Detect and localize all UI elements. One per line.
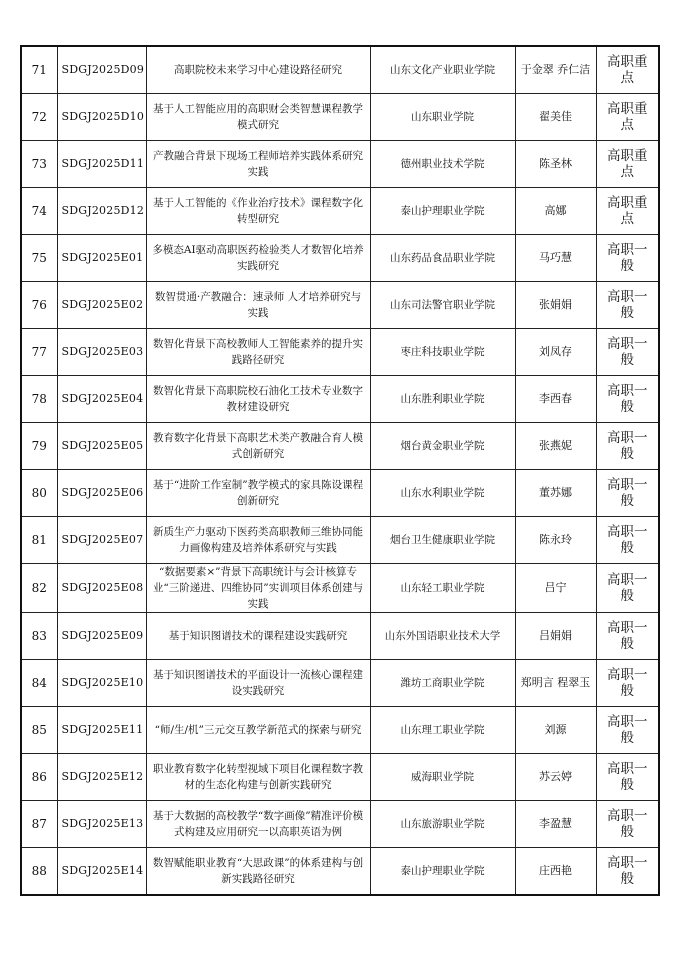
project-category: 高职一般 [596, 564, 659, 613]
table-row [21, 46, 659, 94]
table-row [21, 801, 659, 848]
institution-name: 山东外国语职业技术大学 [370, 613, 515, 660]
row-number: 79 [21, 423, 57, 470]
project-category: 高职一般 [596, 470, 659, 517]
project-code: SDGJ2025D12 [57, 188, 146, 235]
project-title: 高职院校未来学习中心建设路径研究 [146, 46, 370, 94]
institution-name: 烟台黄金职业学院 [370, 423, 515, 470]
project-title: 多模态AI驱动高职医药检验类人才数智化培养实践研究 [146, 235, 370, 282]
row-number: 88 [21, 848, 57, 896]
table-row [21, 329, 659, 376]
project-code: SDGJ2025E04 [57, 376, 146, 423]
table-row [21, 94, 659, 141]
project-leader: 李西春 [515, 376, 596, 423]
project-title: 教育数字化背景下高职艺术类产教融合育人模式创新研究 [146, 423, 370, 470]
project-title: 产教融合背景下现场工程师培养实践体系研究实践 [146, 141, 370, 188]
project-category: 高职一般 [596, 707, 659, 754]
row-number: 82 [21, 564, 57, 613]
project-title: 基于“进阶工作室制”教学模式的家具陈设课程创新研究 [146, 470, 370, 517]
table-row [21, 707, 659, 754]
institution-name: 枣庄科技职业学院 [370, 329, 515, 376]
project-category: 高职一般 [596, 660, 659, 707]
project-category: 高职一般 [596, 754, 659, 801]
table-row [21, 141, 659, 188]
table-row [21, 660, 659, 707]
project-category: 高职一般 [596, 848, 659, 896]
row-number: 80 [21, 470, 57, 517]
table-row [21, 564, 659, 613]
project-code: SDGJ2025E12 [57, 754, 146, 801]
row-number: 77 [21, 329, 57, 376]
table-row [21, 848, 659, 896]
project-title: 数智化背景下高校教师人工智能素养的提升实践路径研究 [146, 329, 370, 376]
project-leader: 董苏娜 [515, 470, 596, 517]
row-number: 85 [21, 707, 57, 754]
row-number: 87 [21, 801, 57, 848]
project-category: 高职一般 [596, 801, 659, 848]
project-code: SDGJ2025E10 [57, 660, 146, 707]
project-title: 基于人工智能应用的高职财会类智慧课程教学模式研究 [146, 94, 370, 141]
project-category: 高职一般 [596, 613, 659, 660]
institution-name: 山东胜利职业学院 [370, 376, 515, 423]
project-category: 高职一般 [596, 423, 659, 470]
row-number: 73 [21, 141, 57, 188]
table-row [21, 188, 659, 235]
project-leader: 张娟娟 [515, 282, 596, 329]
project-leader: 于金翠 乔仁洁 [515, 46, 596, 94]
project-code: SDGJ2025D10 [57, 94, 146, 141]
project-code: SDGJ2025E03 [57, 329, 146, 376]
project-leader: 张燕妮 [515, 423, 596, 470]
row-number: 75 [21, 235, 57, 282]
project-leader: 庄西艳 [515, 848, 596, 896]
project-code: SDGJ2025E14 [57, 848, 146, 896]
institution-name: 山东水利职业学院 [370, 470, 515, 517]
table-row [21, 754, 659, 801]
project-title: 数智贯通·产教融合：速录师 人才培养研究与实践 [146, 282, 370, 329]
institution-name: 山东文化产业职业学院 [370, 46, 515, 94]
project-code: SDGJ2025E07 [57, 517, 146, 564]
project-category: 高职重点 [596, 141, 659, 188]
row-number: 81 [21, 517, 57, 564]
project-category: 高职重点 [596, 188, 659, 235]
project-title: 基于人工智能的《作业治疗技术》课程数字化转型研究 [146, 188, 370, 235]
institution-name: 烟台卫生健康职业学院 [370, 517, 515, 564]
table-row [21, 613, 659, 660]
row-number: 83 [21, 613, 57, 660]
project-leader: 翟美佳 [515, 94, 596, 141]
project-code: SDGJ2025E06 [57, 470, 146, 517]
project-title: “师/生/机”三元交互教学新范式的探索与研究 [146, 707, 370, 754]
project-title: 职业教育数字化转型视域下项目化课程数字教材的生态化构建与创新实践研究 [146, 754, 370, 801]
row-number: 78 [21, 376, 57, 423]
institution-name: 德州职业技术学院 [370, 141, 515, 188]
project-category: 高职一般 [596, 329, 659, 376]
table-row [21, 517, 659, 564]
project-title: “数据要素×”背景下高职统计与会计核算专业“三阶递进、四维协同”实训项目体系创建与实践 [146, 564, 370, 613]
table-row [21, 470, 659, 517]
row-number: 72 [21, 94, 57, 141]
project-title: 基于知识图谱技术的平面设计一流核心课程建设实践研究 [146, 660, 370, 707]
row-number: 86 [21, 754, 57, 801]
project-category: 高职一般 [596, 376, 659, 423]
institution-name: 威海职业学院 [370, 754, 515, 801]
project-code: SDGJ2025E09 [57, 613, 146, 660]
institution-name: 山东轻工职业学院 [370, 564, 515, 613]
project-category: 高职一般 [596, 235, 659, 282]
project-code: SDGJ2025E05 [57, 423, 146, 470]
project-leader: 郑明言 程翠玉 [515, 660, 596, 707]
table-row [21, 282, 659, 329]
project-leader: 陈永玲 [515, 517, 596, 564]
table-row [21, 235, 659, 282]
row-number: 74 [21, 188, 57, 235]
project-code: SDGJ2025E02 [57, 282, 146, 329]
project-category: 高职一般 [596, 517, 659, 564]
institution-name: 山东药品食品职业学院 [370, 235, 515, 282]
institution-name: 泰山护理职业学院 [370, 188, 515, 235]
project-category: 高职重点 [596, 46, 659, 94]
institution-name: 山东旅游职业学院 [370, 801, 515, 848]
project-title: 新质生产力驱动下医药类高职教师三维协同能力画像构建及培养体系研究与实践 [146, 517, 370, 564]
project-leader: 李盈慧 [515, 801, 596, 848]
project-title: 数智化背景下高职院校石油化工技术专业数字教材建设研究 [146, 376, 370, 423]
institution-name: 山东司法警官职业学院 [370, 282, 515, 329]
project-leader: 吕娟娟 [515, 613, 596, 660]
project-leader: 刘凤存 [515, 329, 596, 376]
institution-name: 山东理工职业学院 [370, 707, 515, 754]
project-leader: 刘源 [515, 707, 596, 754]
table-row [21, 376, 659, 423]
project-title: 基于大数据的高校教学“数字画像”精准评价模式构建及应用研究一以高职英语为例 [146, 801, 370, 848]
project-category: 高职重点 [596, 94, 659, 141]
project-code: SDGJ2025E08 [57, 564, 146, 613]
institution-name: 泰山护理职业学院 [370, 848, 515, 896]
project-title: 数智赋能职业教育“大思政课”的体系建构与创新实践路径研究 [146, 848, 370, 896]
project-leader: 苏云婷 [515, 754, 596, 801]
row-number: 76 [21, 282, 57, 329]
row-number: 84 [21, 660, 57, 707]
project-leader: 马巧慧 [515, 235, 596, 282]
table-row [21, 423, 659, 470]
project-code: SDGJ2025E13 [57, 801, 146, 848]
project-list-table [20, 45, 660, 896]
project-code: SDGJ2025D11 [57, 141, 146, 188]
row-number: 71 [21, 46, 57, 94]
project-category: 高职一般 [596, 282, 659, 329]
project-code: SDGJ2025E11 [57, 707, 146, 754]
institution-name: 潍坊工商职业学院 [370, 660, 515, 707]
project-leader: 吕宁 [515, 564, 596, 613]
table-body [21, 46, 659, 895]
project-leader: 陈圣林 [515, 141, 596, 188]
project-code: SDGJ2025E01 [57, 235, 146, 282]
project-code: SDGJ2025D09 [57, 46, 146, 94]
project-title: 基于知识图谱技术的课程建设实践研究 [146, 613, 370, 660]
institution-name: 山东职业学院 [370, 94, 515, 141]
project-leader: 高娜 [515, 188, 596, 235]
